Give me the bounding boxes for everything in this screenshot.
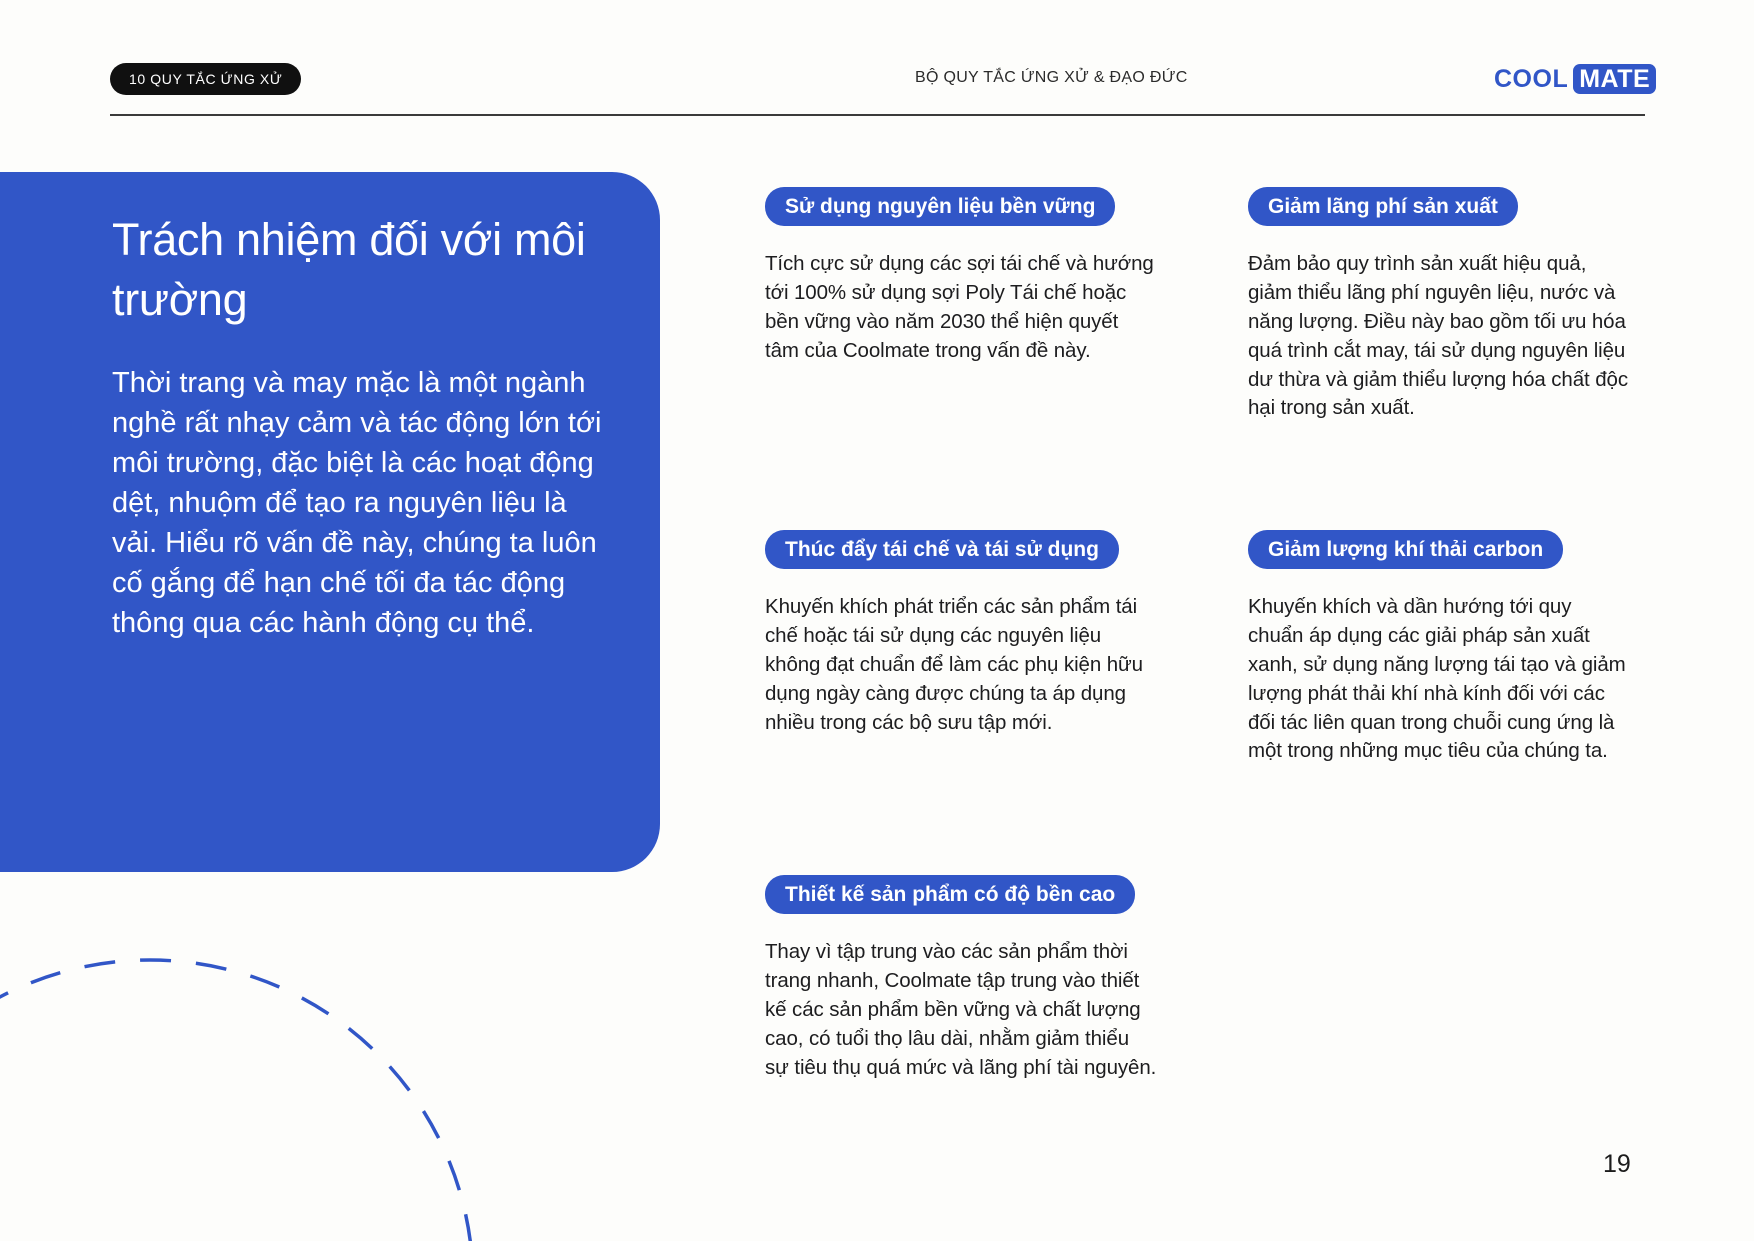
chapter-badge: 10 QUY TẮC ỨNG XỬ: [110, 63, 301, 95]
card-reduce-carbon: [1248, 530, 1628, 766]
card-reduce-waste: [1248, 187, 1628, 423]
card-body: Khuyến khích phát triển các sản phẩm tái chế hoặc tái sử dụng các nguyên liệu không đạt chuẩn để làm các phụ kiện hữu dụng ngày càng được chúng ta áp dụng nhiều trong các bộ sưu tập mới.: [765, 595, 1143, 734]
card-body: Khuyến khích và dần hướng tới quy chuẩn áp dụng các giải pháp sản xuất xanh, sử dụng năng lượng tái tạo và giảm lượng phát thải khí nhà kính đối với các đối tác liên quan trong chuỗi cung ứng là một trong những mục tiêu của chúng ta.: [1248, 595, 1626, 763]
card-title: Thiết kế sản phẩm có độ bền cao: [785, 883, 1116, 906]
card-title: Giảm lãng phí sản xuất: [1268, 195, 1498, 218]
card-body: Thay vì tập trung vào các sản phẩm thời trang nhanh, Coolmate tập trung vào thiết kế các sản phẩm bền vững và chất lượng cao, có tuổi thọ lâu dài, nhằm giảm thiểu sự tiêu thụ quá mức và lãng phí tài nguyên.: [765, 940, 1157, 1079]
header-divider: [110, 114, 1645, 116]
hero-title: Trách nhiệm đối với môi trường: [112, 214, 586, 325]
logo-text-mate: MATE: [1573, 64, 1656, 94]
hero-panel: [0, 172, 660, 872]
card-title-badge: [765, 187, 1115, 226]
card-sustainable-materials: [765, 187, 1157, 366]
card-title: Thúc đẩy tái chế và tái sử dụng: [785, 538, 1099, 561]
page-number: 19: [1603, 1150, 1631, 1178]
card-title-badge: [765, 530, 1119, 569]
card-title: Sử dụng nguyên liệu bền vững: [785, 195, 1096, 218]
card-title-badge: [765, 875, 1135, 914]
card-title: Giảm lượng khí thải carbon: [1268, 538, 1544, 561]
logo-text-cool: COOL: [1494, 64, 1569, 93]
card-title-badge: [1248, 530, 1563, 569]
card-body: Đảm bảo quy trình sản xuất hiệu quả, giảm thiểu lãng phí nguyên liệu, nước và năng lượng. Điều này bao gồm tối ưu hóa quá trình cắt may, tái sử dụng nguyên liệu dư thừa và giảm thiểu lượng hóa chất độc hại trong sản xuất.: [1248, 252, 1628, 420]
card-title-badge: [1248, 187, 1518, 226]
hero-body: Thời trang và may mặc là một ngành nghề rất nhạy cảm và tác động lớn tới môi trường, đặc biệt là các hoạt động dệt, nhuộm để tạo ra nguyên liệu là vải. Hiểu rõ vấn đề này, chúng ta luôn cố gắng để hạn chế tối đa tác động thông qua các hành động cụ thể.: [112, 366, 602, 639]
card-body: Tích cực sử dụng các sợi tái chế và hướng tới 100% sử dụng sợi Poly Tái chế hoặc bền vững vào năm 2030 thể hiện quyết tâm của Coolmate trong vấn đề này.: [765, 252, 1154, 362]
document-title: BỘ QUY TẮC ỨNG XỬ & ĐẠO ĐỨC: [915, 69, 1188, 86]
card-durable-design: [765, 875, 1157, 1082]
card-promote-recycling: [765, 530, 1157, 737]
coolmate-logo: [1494, 64, 1656, 94]
